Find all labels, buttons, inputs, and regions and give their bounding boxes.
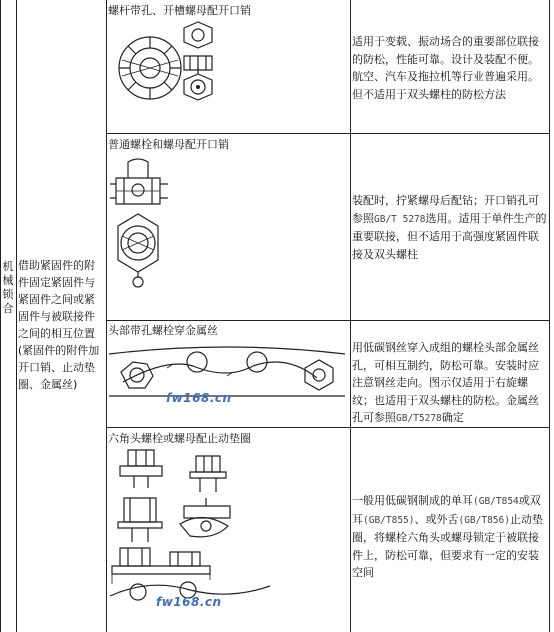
standard-code: (GB/T854 (473, 496, 519, 507)
category-description: 借助紧固件的附件固定紧固件与紧固件之间或紧固件与被联接件之间的相互位置(紧固件的附件加开口销、止动垫圈、金属丝) (18, 259, 100, 391)
description-text: 、或外舌 (414, 512, 459, 526)
watermark: fw168.cn (166, 391, 232, 405)
category-vertical-label: 机械锁合 (2, 260, 14, 315)
row-description (352, 492, 548, 582)
standard-code: (GB/T856) (458, 514, 510, 526)
description-text: 确定 (441, 411, 464, 424)
bolt-nut-cotter-pin-illustration (110, 154, 346, 318)
column-divider (350, 0, 351, 632)
row-divider (106, 133, 550, 134)
column-divider (106, 0, 107, 632)
standard-code: (GB/T855) (363, 514, 415, 526)
standard-code: GB/T 5278 (374, 213, 426, 225)
slotted-nut-cotter-pin-illustration (110, 18, 346, 130)
table-border-left (0, 0, 1, 632)
table-border-right (549, 0, 550, 632)
description-text: 止动垫圈，将螺栓六角头或螺母锁定于被联接件上，防松可靠，但要求有一定的安装空间 (352, 512, 543, 579)
description-text: 用低碳钢丝穿入成组的螺栓头部金属丝孔，可相互制约，防松可靠。安装时应注意钢丝走向。图示仅适用于右旋螺纹；也适用于双头螺柱的防松。金属丝孔可参照 (352, 341, 539, 424)
tab-washer-illustration (110, 448, 346, 620)
description-text: 选用。适用于单件生产的重要联接，但不适用于高强度紧固件联接及双头螺柱 (352, 211, 547, 261)
row-title: 六角头螺栓或螺母配止动垫圈 (108, 432, 251, 445)
row-title: 普通螺栓和螺母配开口销 (108, 138, 229, 151)
description-text: 装配时，拧紧螺母后配钻；开口销孔可参照 (352, 194, 539, 225)
row-title: 头部带孔螺栓穿金属丝 (108, 324, 218, 337)
row-description: 适用于变载、振动场合的重要部位联接的防松，性能可靠。设计及装配不便。航空、汽车及拖拉机等行业普遍采用。但不适用于双头螺柱的防松方法 (352, 35, 539, 101)
column-divider (16, 0, 17, 632)
row-description (352, 339, 548, 428)
row-title: 螺杆带孔、开槽螺母配开口销 (108, 4, 251, 17)
description-text: 一般用低碳钢制成的单耳 (352, 494, 473, 507)
watermark: fw168.cn (156, 595, 222, 609)
row-description (352, 192, 548, 263)
description-text: 或双耳 (352, 494, 541, 526)
standard-code: GB/T5278 (396, 413, 442, 424)
row-divider (106, 320, 550, 321)
